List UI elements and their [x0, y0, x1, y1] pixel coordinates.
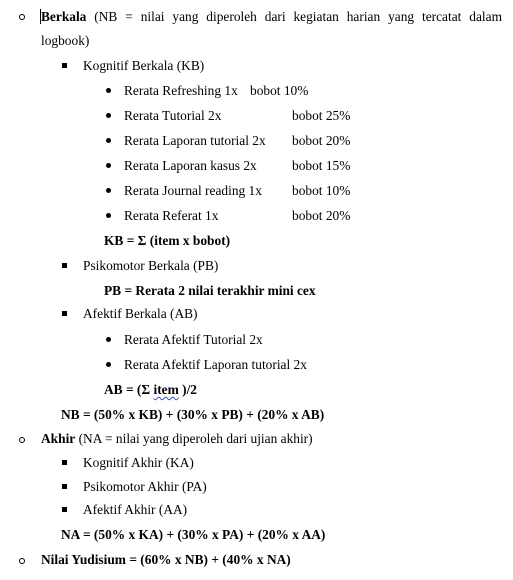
na-formula: NA = (50% x KA) + (30% x PA) + (20% x AA): [61, 527, 326, 542]
kb-item-weight: bobot 25%: [292, 108, 351, 123]
dot-bullet-icon: [106, 337, 111, 342]
dot-bullet-icon: [106, 113, 111, 118]
berkala-label: Berkala: [41, 9, 87, 24]
berkala-heading-line: [41, 9, 502, 25]
kb-item-name: Rerata Referat 1x: [124, 208, 219, 223]
dot-bullet-icon: [106, 213, 111, 218]
afektif-berkala-label: Afektif Berkala (AB): [83, 306, 198, 321]
circle-bullet-icon: [19, 558, 25, 564]
nb-formula: NB = (50% x KB) + (30% x PB) + (20% x AB): [61, 407, 325, 422]
dot-bullet-icon: [106, 138, 111, 143]
kb-item-name: Rerata Refreshing 1x: [124, 83, 238, 98]
kb-item-weight: bobot 10%: [292, 183, 351, 198]
ab-formula-suffix: )/2: [178, 382, 198, 397]
akhir-note: (NA = nilai yang diperoleh dari ujian akhir): [78, 431, 313, 446]
dot-bullet-icon: [106, 88, 111, 93]
kb-item-weight: bobot 20%: [292, 208, 351, 223]
kognitif-berkala-label: Kognitif Berkala (KB): [83, 58, 205, 73]
kb-item-weight: bobot 10%: [250, 83, 309, 98]
dot-bullet-icon: [106, 362, 111, 367]
circle-bullet-icon: [19, 14, 25, 20]
square-bullet-icon: [62, 507, 67, 512]
akhir-heading-line: [41, 431, 313, 447]
ab-item-name: Rerata Afektif Tutorial 2x: [124, 332, 263, 347]
square-bullet-icon: [62, 311, 67, 316]
ab-formula-item-spellcheck: item: [153, 382, 179, 397]
square-bullet-icon: [62, 460, 67, 465]
berkala-note: (NB = nilai yang diperoleh dari kegiatan harian yang tercatat dalam: [94, 9, 502, 24]
akhir-item: Kognitif Akhir (KA): [83, 455, 194, 470]
kb-item-name: Rerata Journal reading 1x: [124, 183, 262, 198]
pb-formula: PB = Rerata 2 nilai terakhir mini cex: [104, 283, 316, 298]
square-bullet-icon: [62, 263, 67, 268]
kb-formula: KB = Σ (item x bobot): [104, 233, 231, 248]
kb-item-name: Rerata Tutorial 2x: [124, 108, 222, 123]
akhir-item: Psikomotor Akhir (PA): [83, 479, 207, 494]
circle-bullet-icon: [19, 437, 25, 443]
akhir-label: Akhir: [41, 431, 76, 446]
dot-bullet-icon: [106, 163, 111, 168]
kb-item-name: Rerata Laporan kasus 2x: [124, 158, 257, 173]
kb-item-weight: bobot 15%: [292, 158, 351, 173]
akhir-item: Afektif Akhir (AA): [83, 502, 188, 517]
kb-item-weight: bobot 20%: [292, 133, 351, 148]
dot-bullet-icon: [106, 188, 111, 193]
ab-formula: [104, 382, 197, 398]
kb-item-name: Rerata Laporan tutorial 2x: [124, 133, 266, 148]
berkala-note-cont: logbook): [41, 33, 90, 48]
yudisium-formula: Nilai Yudisium = (60% x NB) + (40% x NA): [41, 552, 291, 567]
ab-formula-prefix: AB = (Σ: [104, 382, 154, 397]
psikomotor-berkala-label: Psikomotor Berkala (PB): [83, 258, 219, 273]
square-bullet-icon: [62, 63, 67, 68]
square-bullet-icon: [62, 484, 67, 489]
ab-item-name: Rerata Afektif Laporan tutorial 2x: [124, 357, 307, 372]
